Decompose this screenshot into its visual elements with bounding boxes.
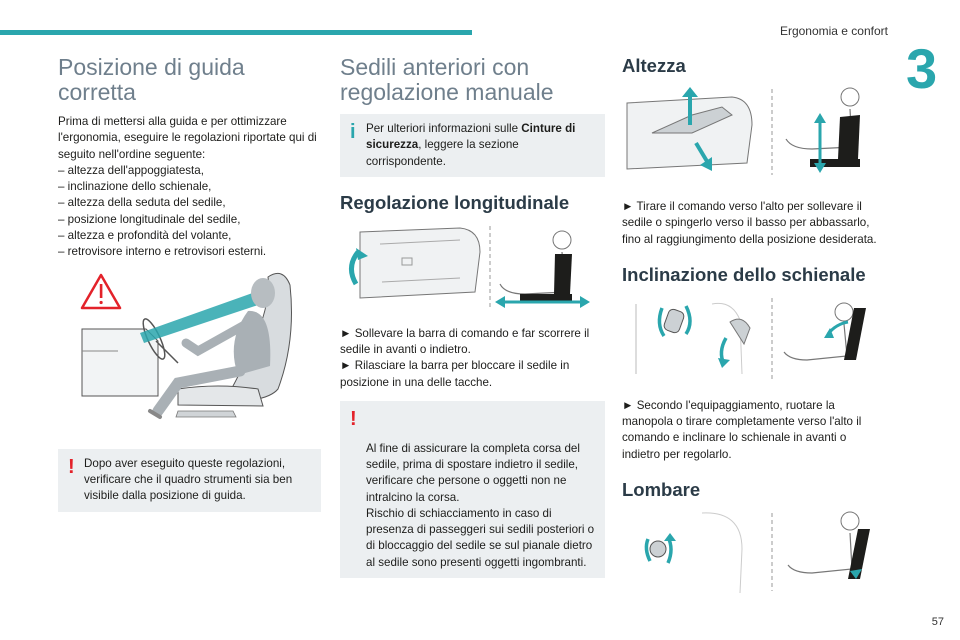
longitudinal-steps (340, 326, 605, 391)
list-item: – altezza e profondità del volante, (58, 229, 232, 243)
list-item: – posizione longitudinale del sedile, (58, 212, 241, 226)
warning-note-instruments (58, 449, 321, 512)
subsection-title-recline: Inclinazione dello schienale (622, 263, 866, 285)
list-item: – altezza della seduta del sedile, (58, 196, 226, 210)
recline-instructions: ► Secondo l'equipaggiamento, ruotare la manopola o tirare completamente verso l'alto il comando e inclinare lo schienale in avanti o indietro per regolarlo. (622, 398, 862, 461)
page-number: 57 (931, 616, 944, 628)
lumbar-adjustment-illustration (622, 509, 887, 593)
info-note-seatbelts (340, 114, 605, 177)
column-driving-position (58, 55, 323, 512)
warning-exclamation-icon: ! (350, 408, 357, 431)
info-icon: i (350, 121, 356, 143)
section-title-manual-seats: Sedili anteriori con regolazione manuale (340, 54, 554, 105)
section-title-driving-position: Posizione di guida corretta (58, 54, 245, 105)
driving-position-illustration (58, 271, 323, 431)
height-instructions: ► Tirare il comando verso l'alto per sollevare il sedile o spingerlo verso il basso per abbassarlo, fino al raggiungimento della posizione desiderata. (622, 200, 877, 246)
list-item: – retrovisore interno e retrovisori esterni. (58, 245, 267, 259)
warning-exclamation-icon: ! (68, 455, 75, 478)
info-text-after: , leggere la sezione corrispondente. (366, 138, 519, 168)
warning-text: Dopo aver eseguito queste regolazioni, verificare che il quadro strumenti sia ben visibile dalla posizione di guida. (84, 456, 293, 503)
recline-adjustment-illustration (622, 294, 887, 384)
column-seat-adjustments (622, 55, 887, 593)
warning-triangle-icon (82, 275, 120, 308)
list-item: – inclinazione dello schienale, (58, 180, 212, 194)
warning-note-seat-travel (340, 401, 605, 578)
info-text-before: Per ulteriori informazioni sulle (366, 122, 522, 135)
warning-text: Al fine di assicurare la completa corsa del sedile, prima di spostare indietro il sedile, verificare che persone o oggetti non ne intralcino la corsa. Rischio di schiacciamento in caso di presenza di passeggeri sui sedili posteriori o di bloccaggio del sedile se sul pianale dietro al sedile sono presenti oggetti ingombranti. (366, 441, 595, 569)
step-text: ► Sollevare la barra di comando e far scorrere il sedile in avanti o indietro. (340, 326, 590, 357)
step-text: ► Rilasciare la barra per bloccare il sedile in posizione in una delle tacche. (340, 359, 570, 389)
intro-text: Prima di mettersi alla guida e per ottimizzare l'ergonomia, eseguire le regolazioni riportate qui di seguito nell'ordine seguente: (58, 115, 317, 161)
subsection-title-lumbar: Lombare (622, 479, 701, 501)
header-accent-bar (0, 30, 472, 35)
subsection-title-height: Altezza (622, 55, 686, 76)
column-manual-seats (340, 55, 605, 578)
running-head: Ergonomia e confort (779, 24, 888, 38)
intro-paragraph (58, 114, 323, 261)
height-adjustment-illustration (622, 85, 887, 177)
list-item: – altezza dell'appoggiatesta, (58, 163, 204, 177)
longitudinal-adjustment-illustration (340, 222, 605, 314)
chapter-tab (898, 37, 960, 100)
subsection-title-longitudinal: Regolazione longitudinale (340, 191, 570, 213)
chapter-number: 3 (906, 37, 938, 100)
seat-bar-arrow (351, 252, 358, 284)
info-text-bold: Cinture di sicurezza (366, 122, 576, 152)
